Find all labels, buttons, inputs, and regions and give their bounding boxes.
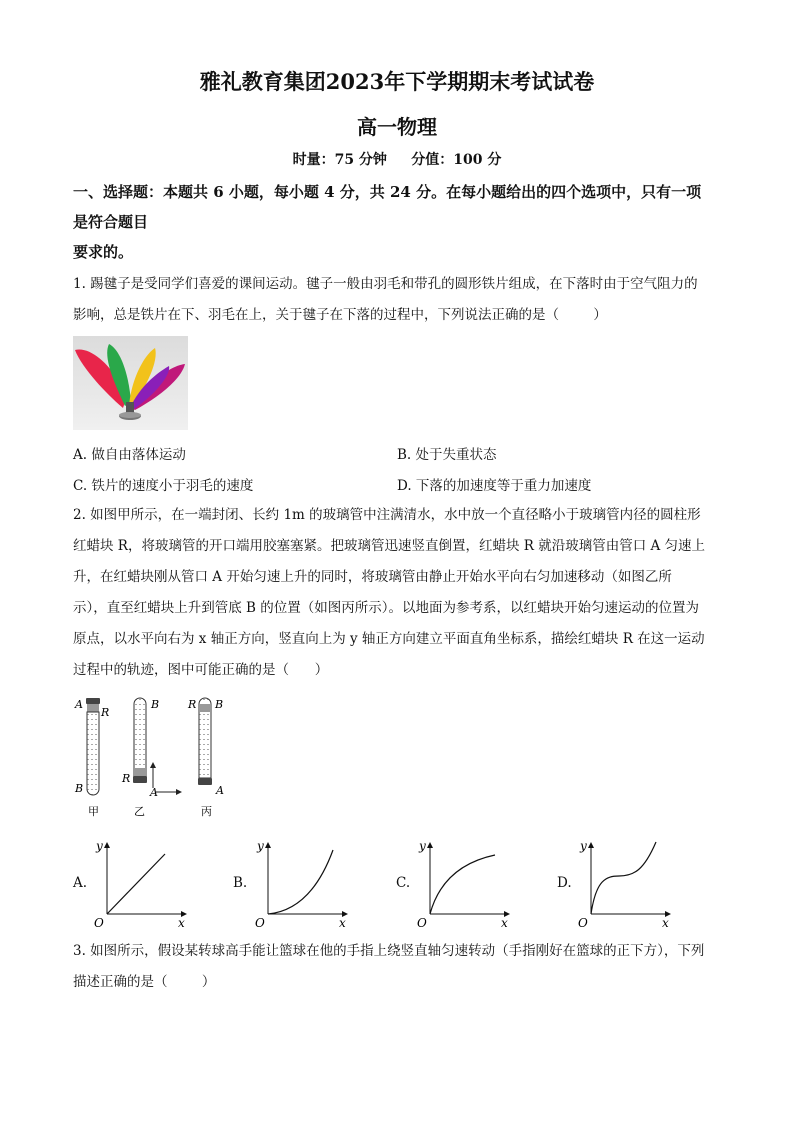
tube2-label-b: B xyxy=(151,698,160,711)
graph-d-y: y xyxy=(580,839,587,853)
exam-meta: 时量：75 分钟 分值：100 分 xyxy=(292,152,502,168)
q2-stem-line6: 过程中的轨迹，图中可能正确的是（ ） xyxy=(73,662,329,678)
q2-option-c-label: C. xyxy=(396,875,411,891)
tube3-label-a: A xyxy=(216,784,224,797)
q2-stem-line5: 原点，以水平向右为 x 轴正方向，竖直向上为 y 轴正方向建立平面直角坐标系，描绘红蜡块 R 在这一运动 xyxy=(73,631,705,647)
graph-d-origin: O xyxy=(578,916,588,930)
q1-option-d: D. 下落的加速度等于重力加速度 xyxy=(397,478,592,494)
graph-a-x: x xyxy=(178,916,185,930)
glass-tube-figure xyxy=(70,692,240,822)
q2-option-d-label: D. xyxy=(557,875,572,891)
q2-option-a-label: A. xyxy=(73,875,88,891)
tube1-label-r: R xyxy=(101,706,110,719)
q2-stem-line3: 升，在红蜡块刚从管口 A 开始匀速上升的同时，将玻璃管由静止开始水平向右匀加速移动（如图乙所 xyxy=(73,569,672,585)
graph-b-y: y xyxy=(257,839,264,853)
graph-c-y: y xyxy=(419,839,426,853)
exam-title: 雅礼教育集团2023年下学期期末考试试卷 xyxy=(199,69,595,94)
tube2-label-a: A xyxy=(150,786,158,799)
graph-a-curve xyxy=(107,854,165,914)
q1-option-a: A. 做自由落体运动 xyxy=(73,447,186,463)
graph-d-curve xyxy=(591,842,656,914)
tube3-stopper xyxy=(198,778,212,785)
tube1-wax xyxy=(87,704,99,712)
q1-option-b: B. 处于失重状态 xyxy=(397,447,497,463)
subject-title: 高一物理 xyxy=(357,115,437,139)
q2-option-graphs xyxy=(90,830,690,930)
tube2-label-r: R xyxy=(122,772,131,785)
q3-stem-line2: 描述正确的是（ ） xyxy=(73,974,216,990)
tube3-label-r: R xyxy=(188,698,197,711)
q2-stem-line2: 红蜡块 R，将玻璃管的开口端用胶塞塞紧。把玻璃管迅速竖直倒置，红蜡块 R 就沿玻璃管由管口 A 匀速上 xyxy=(73,538,706,554)
graph-a-origin: O xyxy=(94,916,104,930)
tube2-stopper xyxy=(133,776,147,783)
tube1-stopper xyxy=(86,698,100,704)
q2-stem-line4: 示），直至红蜡块上升到管底 B 的位置（如图丙所示）。以地面为参考系，以红蜡块开始匀速运动的位置为 xyxy=(73,600,700,616)
graph-c-curve xyxy=(430,855,495,914)
q1-stem-line1: 1. 踢毽子是受同学们喜爱的课间运动。毽子一般由羽毛和带孔的圆形铁片组成，在下落时由于空气阻力的 xyxy=(73,276,698,292)
graph-d-x: x xyxy=(662,916,669,930)
tube3-wax xyxy=(199,704,211,712)
graph-b-curve xyxy=(268,850,333,914)
graph-c xyxy=(417,839,510,930)
q1-option-c: C. 铁片的速度小于羽毛的速度 xyxy=(73,478,254,494)
tube3-caption: 丙 xyxy=(201,805,212,818)
section-heading-line3: 要求的。 xyxy=(73,243,134,261)
graph-b xyxy=(255,839,348,930)
graph-a-y: y xyxy=(96,839,103,853)
section-heading-line1: 一、选择题：本题共 6 小题，每小题 4 分，共 24 分。在每小题给出的四个选项中，只有一项 xyxy=(73,183,702,201)
tube3-label-b: B xyxy=(215,698,224,711)
q2-stem-line1: 2. 如图甲所示，在一端封闭、长约 1m 的玻璃管中注满清水，水中放一个直径略小于玻璃管内径的圆柱形 xyxy=(73,507,701,523)
graph-c-origin: O xyxy=(417,916,427,930)
tube2-caption: 乙 xyxy=(134,805,145,818)
tube1-label-a: A xyxy=(75,698,83,711)
q3-stem-line1: 3. 如图所示，假设某转球高手能让篮球在他的手指上绕竖直轴匀速转动（手指刚好在篮球的正下方），下列 xyxy=(73,943,705,959)
graph-a xyxy=(94,839,187,930)
graph-d xyxy=(578,839,671,930)
tube1-caption: 甲 xyxy=(88,805,99,818)
section-heading-line2: 是符合题目 xyxy=(73,213,149,231)
graph-c-x: x xyxy=(501,916,508,930)
graph-b-origin: O xyxy=(255,916,265,930)
q1-stem-line2: 影响，总是铁片在下、羽毛在上，关于毽子在下落的过程中，下列说法正确的是（ ） xyxy=(73,307,607,323)
tube2-wax xyxy=(134,768,146,776)
tube1-label-b: B xyxy=(75,782,84,795)
shuttlecock-photo xyxy=(73,336,188,430)
q2-option-b-label: B. xyxy=(233,875,248,891)
graph-b-x: x xyxy=(339,916,346,930)
